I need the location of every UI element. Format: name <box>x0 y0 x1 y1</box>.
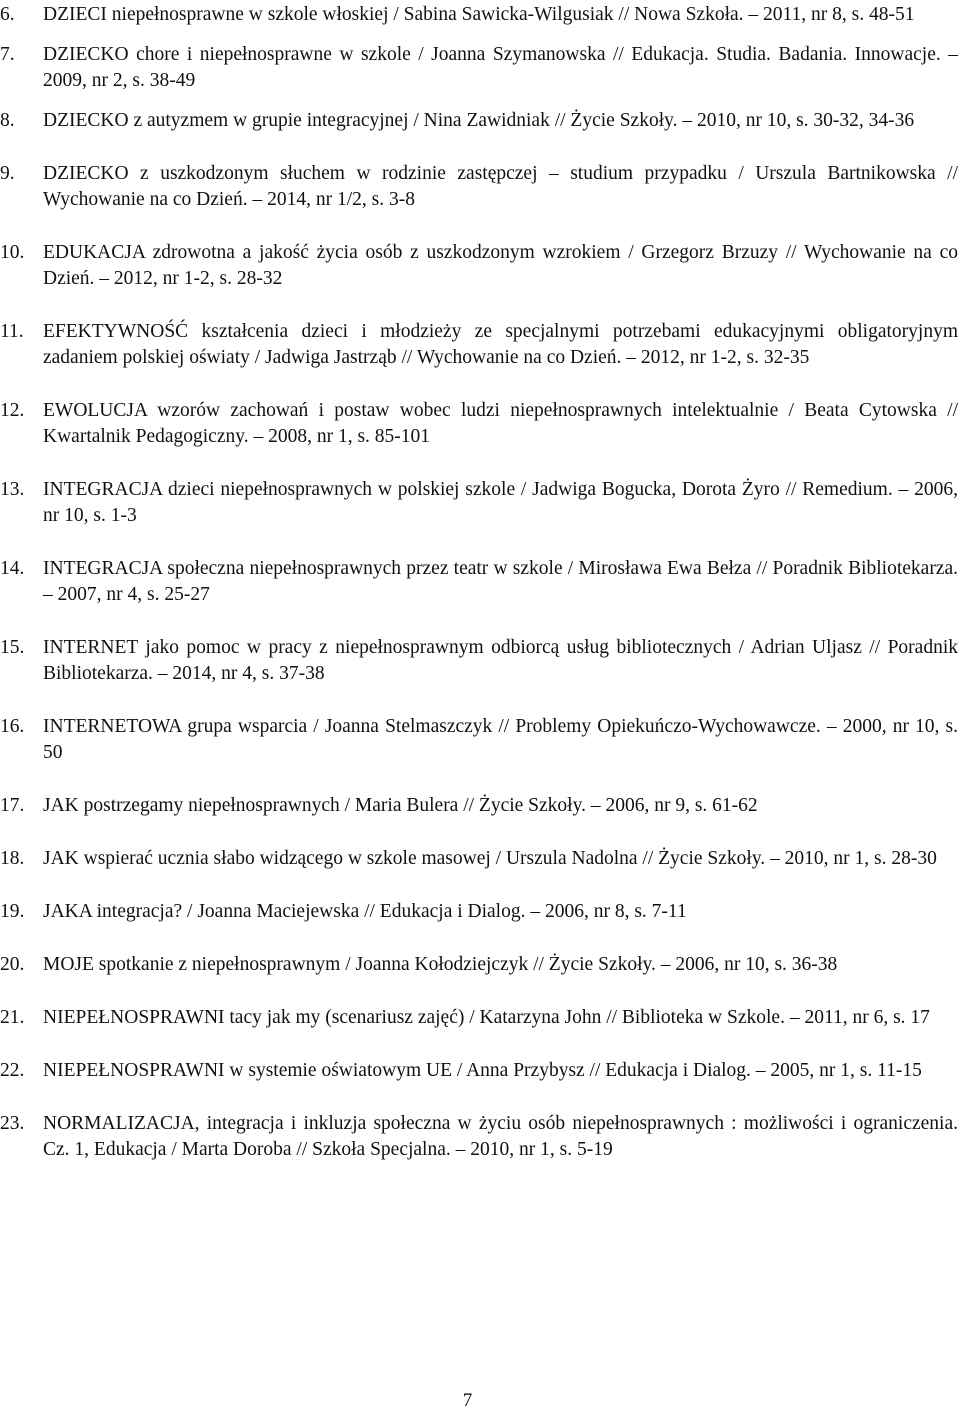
list-item <box>0 319 960 371</box>
list-item <box>0 1111 960 1163</box>
entry-number: 18. <box>0 848 25 869</box>
entry-number: 15. <box>0 637 25 658</box>
entry-text: INTERNET jako pomoc w pracy z niepełnosprawnym odbiorcą usług bibliotecznych / Adrian Uljasz // Poradnik Bibliotekarza. – 2014, nr 4, s. 37-38 <box>43 637 958 684</box>
list-item <box>0 108 960 134</box>
list-item <box>0 793 960 819</box>
list-item <box>0 1058 960 1084</box>
list-item <box>0 42 960 94</box>
entry-number: 10. <box>0 242 25 263</box>
entry-text: EWOLUCJA wzorów zachowań i postaw wobec ludzi niepełnosprawnych intelektualnie / Beata Cytowska // Kwartalnik Pedagogiczny. – 2008, nr 1, s. 85-101 <box>43 400 958 447</box>
entry-text: DZIECKO z uszkodzonym słuchem w rodzinie zastępczej – studium przypadku / Urszula Bartnikowska // Wychowanie na co Dzień. – 2014, nr 1/2, s. 3-8 <box>43 163 958 210</box>
entry-text: INTEGRACJA społeczna niepełnosprawnych przez teatr w szkole / Mirosława Ewa Bełza // Poradnik Bibliotekarza. – 2007, nr 4, s. 25-27 <box>43 558 958 605</box>
page-number: 7 <box>462 1390 473 1411</box>
list-item <box>0 714 960 766</box>
list-item <box>0 556 960 608</box>
list-item <box>0 952 960 978</box>
entry-number: 9. <box>0 163 15 184</box>
entry-number: 8. <box>0 110 15 131</box>
entry-number: 6. <box>0 4 15 25</box>
list-item <box>0 477 960 529</box>
entry-text: JAK postrzegamy niepełnosprawnych / Maria Bulera // Życie Szkoły. – 2006, nr 9, s. 61-62 <box>43 795 758 816</box>
list-item <box>0 240 960 292</box>
entry-text: DZIECKO z autyzmem w grupie integracyjnej / Nina Zawidniak // Życie Szkoły. – 2010, nr 10, s. 30-32, 34-36 <box>43 110 915 131</box>
list-item <box>0 161 960 213</box>
entry-text: EDUKACJA zdrowotna a jakość życia osób z uszkodzonym wzrokiem / Grzegorz Brzuzy // Wychowanie na co Dzień. – 2012, nr 1-2, s. 28-32 <box>43 242 958 289</box>
list-item <box>0 899 960 925</box>
entry-number: 13. <box>0 479 25 500</box>
entry-number: 12. <box>0 400 25 421</box>
entry-number: 22. <box>0 1060 25 1081</box>
entry-text: NORMALIZACJA, integracja i inkluzja społeczna w życiu osób niepełnosprawnych : możliwości i ograniczenia. Cz. 1, Edukacja / Marta Doroba // Szkoła Specjalna. – 2010, nr 1, s. 5-19 <box>43 1113 958 1160</box>
list-item <box>0 846 960 872</box>
list-item <box>0 635 960 687</box>
entry-number: 21. <box>0 1007 25 1028</box>
entry-number: 20. <box>0 954 25 975</box>
list-item <box>0 1005 960 1031</box>
list-item <box>0 398 960 450</box>
entry-number: 23. <box>0 1113 25 1134</box>
entry-text: NIEPEŁNOSPRAWNI tacy jak my (scenariusz zajęć) / Katarzyna John // Biblioteka w Szkole. – 2011, nr 6, s. 17 <box>43 1007 930 1028</box>
entry-number: 16. <box>0 716 25 737</box>
entry-text: INTERNETOWA grupa wsparcia / Joanna Stelmaszczyk // Problemy Opiekuńczo-Wychowawcze. – 2000, nr 10, s. 50 <box>43 716 958 763</box>
entry-text: EFEKTYWNOŚĆ kształcenia dzieci i młodzieży ze specjalnymi potrzebami edukacyjnymi obligatoryjnym zadaniem polskiej oświaty / Jadwiga Jastrząb // Wychowanie na co Dzień. – 2012, nr 1-2, s. 32-35 <box>43 321 958 368</box>
entry-text: NIEPEŁNOSPRAWNI w systemie oświatowym UE / Anna Przybysz // Edukacja i Dialog. – 2005, nr 1, s. 11-15 <box>43 1060 922 1081</box>
entry-text: INTEGRACJA dzieci niepełnosprawnych w polskiej szkole / Jadwiga Bogucka, Dorota Żyro // Remedium. – 2006, nr 10, s. 1-3 <box>43 479 958 526</box>
entry-number: 7. <box>0 44 15 65</box>
entry-number: 19. <box>0 901 25 922</box>
entry-number: 14. <box>0 558 25 579</box>
entry-text: JAK wspierać ucznia słabo widzącego w szkole masowej / Urszula Nadolna // Życie Szkoły. – 2010, nr 1, s. 28-30 <box>43 848 937 869</box>
list-item <box>0 2 960 28</box>
entry-text: DZIECKO chore i niepełnosprawne w szkole / Joanna Szymanowska // Edukacja. Studia. Badania. Innowacje. – 2009, nr 2, s. 38-49 <box>43 44 958 91</box>
entry-text: JAKA integracja? / Joanna Maciejewska // Edukacja i Dialog. – 2006, nr 8, s. 7-11 <box>43 901 687 922</box>
entry-number: 17. <box>0 795 25 816</box>
entry-text: MOJE spotkanie z niepełnosprawnym / Joanna Kołodziejczyk // Życie Szkoły. – 2006, nr 10, s. 36-38 <box>43 954 838 975</box>
entry-number: 11. <box>0 321 24 342</box>
entry-text: DZIECI niepełnosprawne w szkole włoskiej / Sabina Sawicka-Wilgusiak // Nowa Szkoła. – 2011, nr 8, s. 48-51 <box>43 4 915 25</box>
bibliography-list <box>0 2 960 1190</box>
